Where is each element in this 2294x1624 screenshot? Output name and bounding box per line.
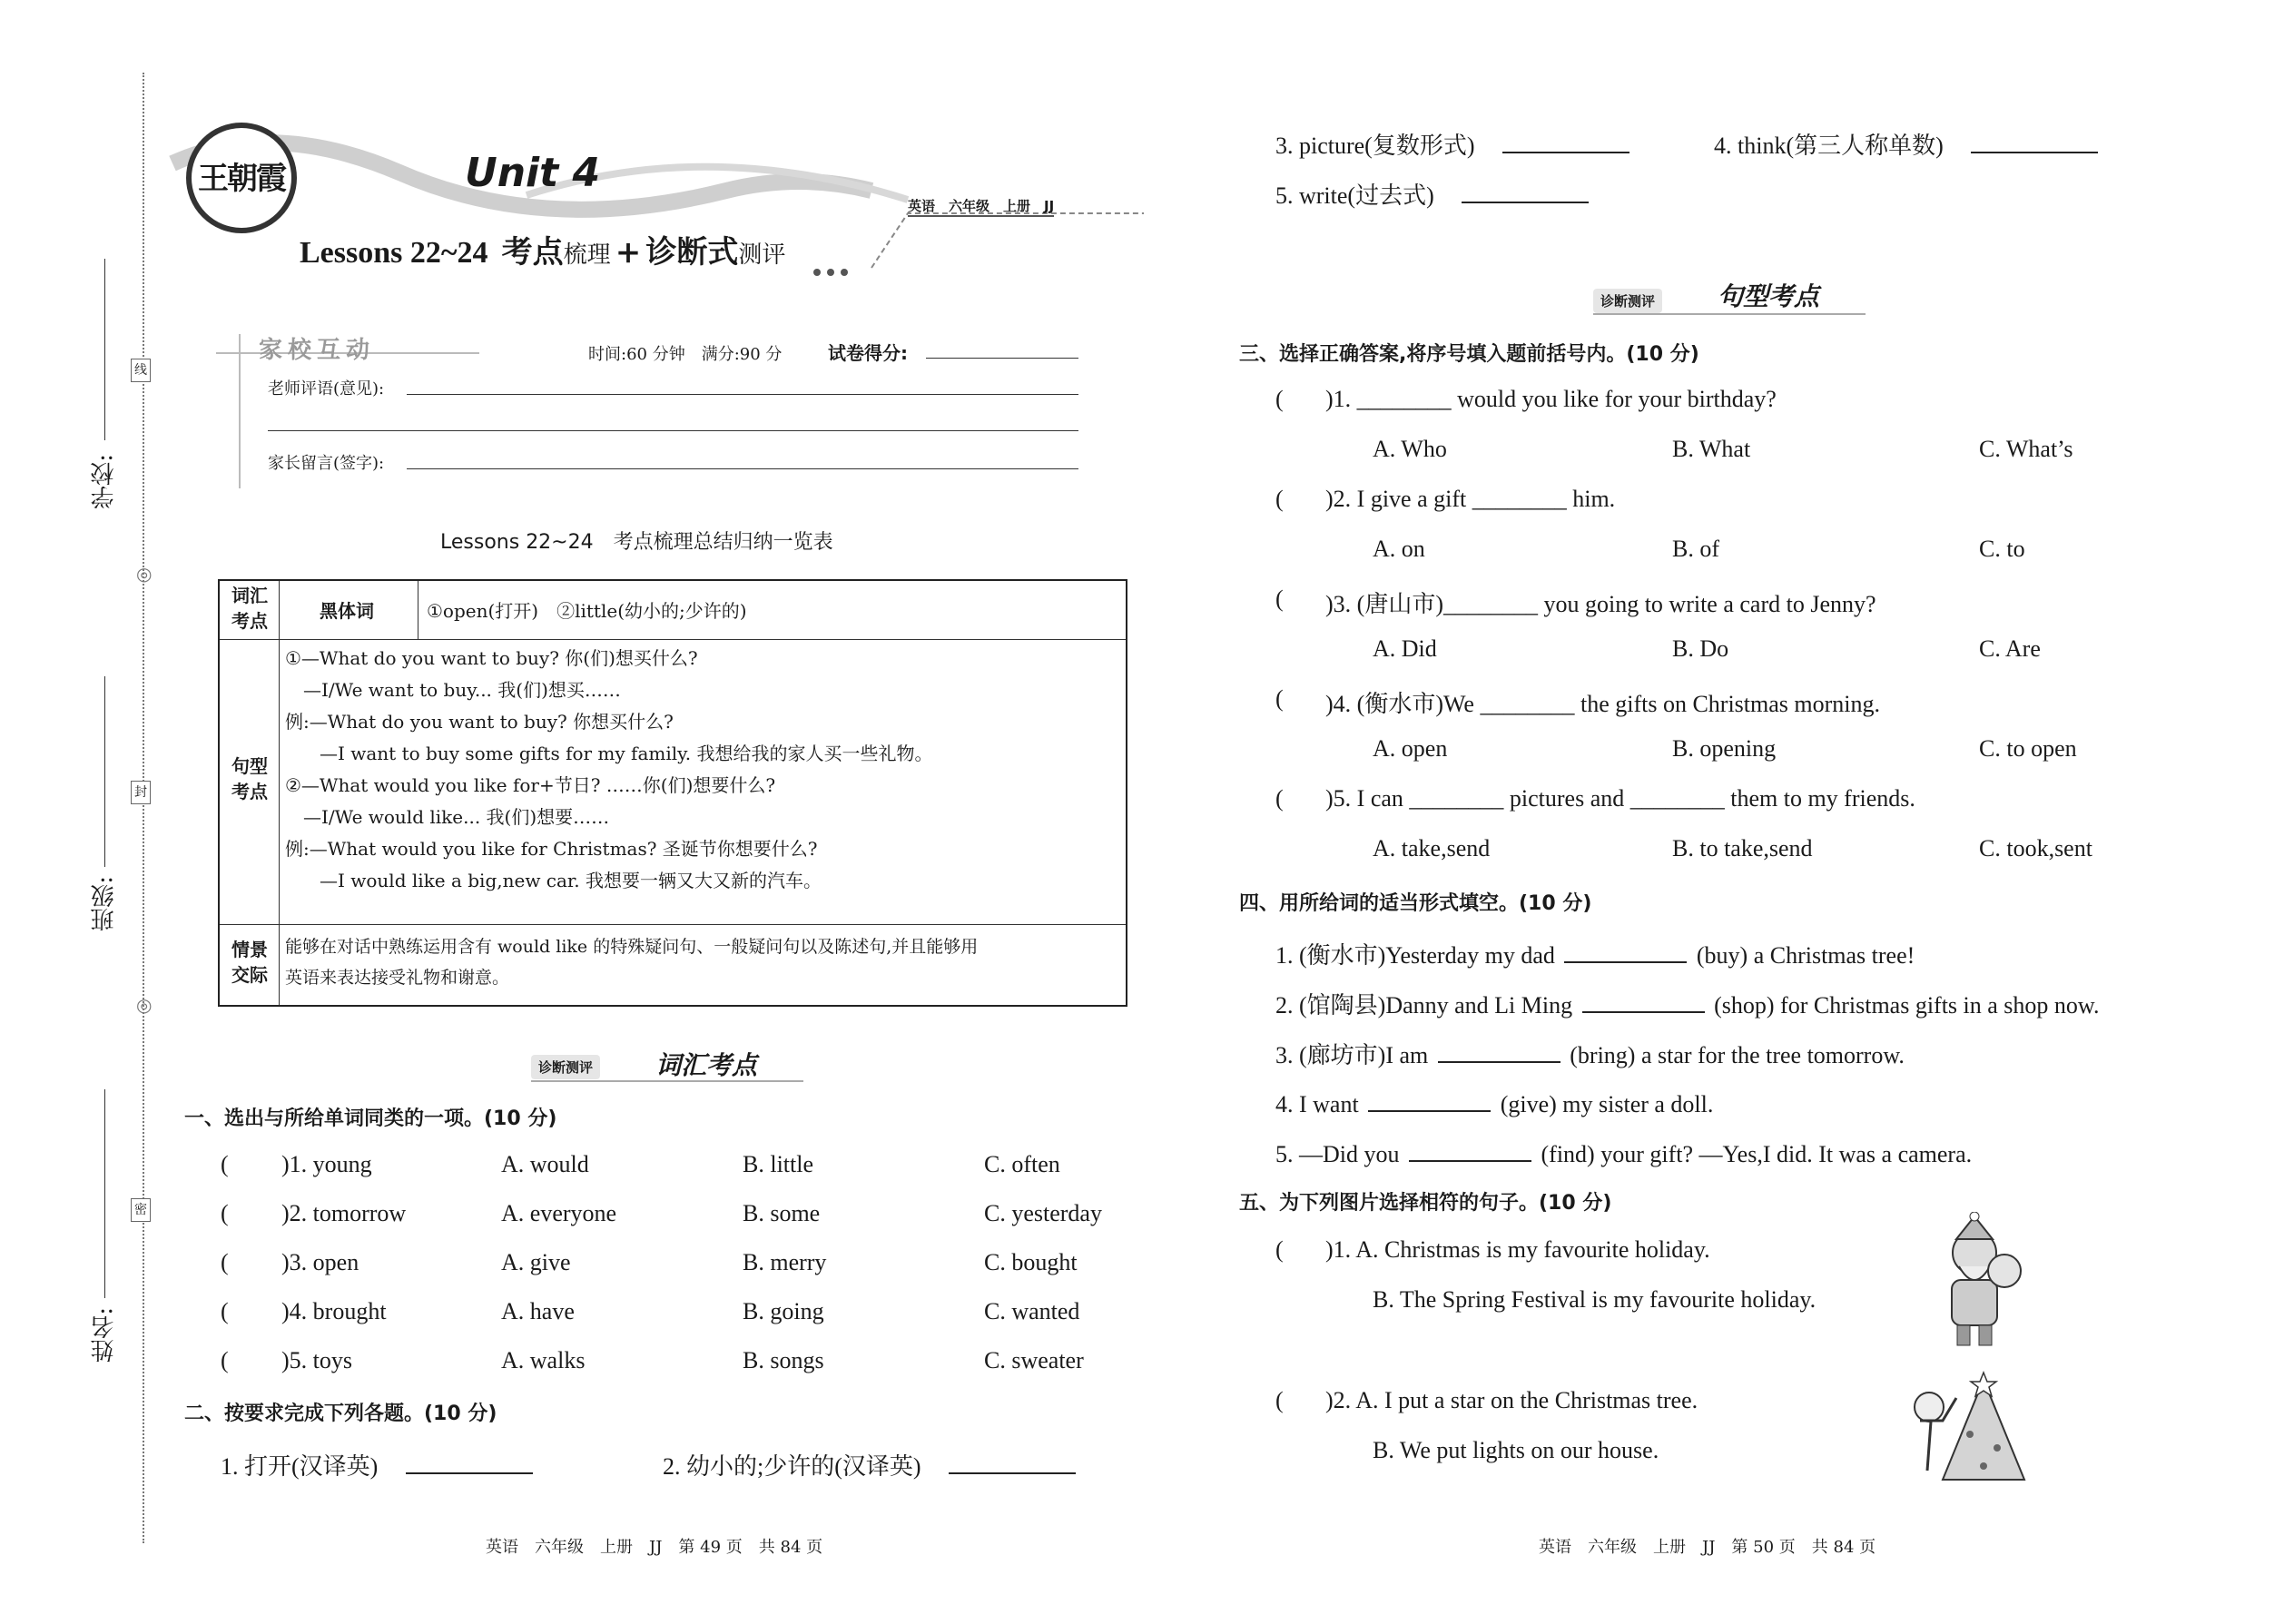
- part4-item-3-pre: 3. (廊坊市)I am: [1275, 1042, 1429, 1068]
- part4-item-5-post: (find) your gift? —Yes,I did. It was a camera.: [1541, 1141, 1973, 1167]
- exam-time: 时间:60 分钟 满分:90 分: [588, 345, 783, 364]
- seal-char-3: 密: [131, 1198, 151, 1222]
- part4-item-2: [1275, 987, 2100, 1020]
- part3-b-2: B. of: [1672, 536, 1719, 562]
- row1-sub: 黑体词: [320, 600, 374, 622]
- part2-item-3-text: 3. picture(复数形式): [1275, 133, 1475, 159]
- part3-b-5: B. to take,send: [1672, 835, 1813, 861]
- part4-answer-2[interactable]: [1582, 988, 1705, 1013]
- footer-left: 英语 六年级 上册 JJ 第 49 页 共 84 页: [486, 1538, 823, 1557]
- part3-c-1: C. What’s: [1979, 436, 2073, 462]
- row3-line-2: 英语来表达接受礼物和谢意。: [285, 968, 510, 988]
- part1-a-2: A. everyone: [501, 1200, 617, 1226]
- part2-answer-2[interactable]: [949, 1449, 1076, 1474]
- christmas-tree-picture: [1902, 1371, 2038, 1489]
- part2-item-2-text: 2. 幼小的;少许的(汉译英): [663, 1453, 921, 1480]
- book-tag: 英语 六年级 上册 JJ: [908, 196, 1054, 217]
- teacher-comment-label: 老师评语(意见):: [268, 379, 385, 399]
- row2-line-4: —I want to buy some gifts for my family. 我想给我的家人买一些礼物。: [320, 743, 933, 764]
- santa-picture: [1925, 1212, 2024, 1348]
- part3-paren-2[interactable]: (: [1275, 486, 1284, 512]
- part3-c-3: C. Are: [1979, 635, 2041, 662]
- part3-a-2: A. on: [1373, 536, 1425, 562]
- part1-q-2: )2. tomorrow: [281, 1200, 407, 1226]
- score-field[interactable]: [926, 358, 1078, 359]
- part2-answer-3[interactable]: [1502, 128, 1629, 153]
- part4-title: 四、用所给词的适当形式填空。(10 分): [1239, 892, 1592, 915]
- part1-c-4: C. wanted: [984, 1298, 1080, 1324]
- part3-c-5: C. took,sent: [1979, 835, 2092, 861]
- row1-content: ①open(打开) ②little(幼小的;少许的): [427, 600, 747, 622]
- part3-q-1: )1. ________ would you like for your birthday?: [1325, 386, 1777, 412]
- title-zhenduanshi: 诊断式: [645, 234, 739, 271]
- row2-head: 句型考点: [231, 755, 268, 802]
- part1-paren-2[interactable]: (: [221, 1200, 229, 1226]
- title-kaodian: 考点: [501, 234, 564, 271]
- footer-right: 英语 六年级 上册 JJ 第 50 页 共 84 页: [1539, 1538, 1876, 1557]
- title-lessons: Lessons 22~24: [300, 236, 488, 270]
- part5-b-2: B. We put lights on our house.: [1373, 1437, 1659, 1463]
- part4-item-2-pre: 2. (馆陶县)Danny and Li Ming: [1275, 992, 1573, 1019]
- part1-b-1: B. little: [743, 1151, 813, 1177]
- parent-comment-label: 家长留言(签字):: [268, 454, 385, 473]
- part1-q-5: )5. toys: [281, 1347, 352, 1373]
- part2-item-5-text: 5. write(过去式): [1275, 182, 1434, 209]
- part2-item-2: [663, 1448, 1076, 1481]
- part4-answer-4[interactable]: [1368, 1087, 1491, 1112]
- row2-line-8: —I would like a big,new car. 我想要一辆又大又新的汽车。: [320, 870, 822, 891]
- part2-answer-4[interactable]: [1971, 128, 2098, 153]
- vocab-title-underline: [531, 1080, 803, 1082]
- part4-item-1-pre: 1. (衡水市)Yesterday my dad: [1275, 942, 1555, 969]
- row2-line-3: 例:—What do you want to buy? 你想买什么?: [285, 711, 674, 733]
- part3-paren-5[interactable]: (: [1275, 785, 1284, 812]
- sentence-title-underline: [1593, 313, 1866, 315]
- home-school-label: 家校互动: [259, 337, 376, 364]
- title-plus: +: [615, 234, 642, 271]
- part2-item-1-text: 1. 打开(汉译英): [221, 1453, 379, 1480]
- part1-b-3: B. merry: [743, 1249, 827, 1275]
- sentence-tag: 诊断测评: [1593, 289, 1662, 313]
- part5-paren-2[interactable]: (: [1275, 1387, 1284, 1413]
- vocab-title: 词汇考点: [655, 1050, 758, 1080]
- part2-answer-5[interactable]: [1462, 178, 1589, 203]
- class-field[interactable]: [104, 676, 105, 867]
- part1-paren-3[interactable]: (: [221, 1249, 229, 1275]
- part1-c-3: C. bought: [984, 1249, 1078, 1275]
- unit-title: Unit 4: [465, 150, 601, 196]
- part1-q-3: )3. open: [281, 1249, 359, 1275]
- part1-c-2: C. yesterday: [984, 1200, 1102, 1226]
- part3-paren-1[interactable]: (: [1275, 386, 1284, 412]
- part2-item-3: [1275, 127, 1629, 161]
- row3-head: 情景交际: [231, 939, 268, 986]
- part3-c-4: C. to open: [1979, 735, 2077, 762]
- row2-line-6: —I/We would like... 我(们)想要……: [303, 806, 610, 828]
- sentence-title: 句型考点: [1718, 281, 1820, 311]
- part1-q-4: )4. brought: [281, 1298, 387, 1324]
- school-label: 学校:: [91, 454, 118, 509]
- part3-q-2: )2. I give a gift ________ him.: [1325, 486, 1616, 512]
- part2-answer-1[interactable]: [406, 1449, 533, 1474]
- row3-line-1: 能够在对话中熟练运用含有 would like 的特殊疑问句、一般疑问句以及陈述句,并且能够用: [285, 937, 979, 957]
- brand-logo-text: 王朝霞: [198, 161, 285, 197]
- teacher-comment-field[interactable]: [407, 394, 1078, 395]
- name-label: 姓名:: [91, 1307, 118, 1363]
- summary-table: [218, 579, 1127, 1007]
- part1-a-1: A. would: [501, 1151, 589, 1177]
- brand-logo: [186, 123, 297, 233]
- part2-item-4-text: 4. think(第三人称单数): [1714, 133, 1944, 159]
- title-shuli: 梳理: [563, 241, 611, 269]
- page-title: [300, 227, 785, 271]
- row1-head: 词汇考点: [231, 585, 268, 632]
- part4-item-4-post: (give) my sister a doll.: [1500, 1091, 1714, 1117]
- part4-item-5-pre: 5. —Did you: [1275, 1141, 1400, 1167]
- part5-b-1: B. The Spring Festival is my favourite holiday.: [1373, 1286, 1816, 1313]
- part3-a-4: A. open: [1373, 735, 1448, 762]
- part1-paren-5[interactable]: (: [221, 1347, 229, 1373]
- vocab-tag: 诊断测评: [531, 1055, 600, 1079]
- name-field[interactable]: [104, 1089, 105, 1298]
- part4-answer-5[interactable]: [1409, 1137, 1531, 1162]
- part5-a-1: )1. A. Christmas is my favourite holiday.: [1325, 1236, 1710, 1263]
- part4-item-2-post: (shop) for Christmas gifts in a shop now.: [1714, 992, 2100, 1019]
- part2-item-1: [221, 1448, 533, 1481]
- class-label: 班级:: [91, 876, 118, 931]
- summary-title: Lessons 22~24 考点梳理总结归纳一览表: [440, 531, 833, 554]
- part3-a-1: A. Who: [1373, 436, 1447, 462]
- row2-line-5: ②—What would you like for+节日? ……你(们)想要什么?: [285, 774, 776, 796]
- part4-item-3-post: (bring) a star for the tree tomorrow.: [1570, 1042, 1905, 1068]
- row2-line-1: ①—What do you want to buy? 你(们)想买什么?: [285, 647, 698, 669]
- part1-a-5: A. walks: [501, 1347, 586, 1373]
- seal-char-1: 线: [131, 359, 151, 382]
- part5-title: 五、为下列图片选择相符的句子。(10 分): [1239, 1192, 1612, 1215]
- part4-item-4-pre: 4. I want: [1275, 1091, 1359, 1117]
- part1-q-1: )1. young: [281, 1151, 372, 1177]
- row2-line-7: 例:—What would you like for Christmas? 圣诞节你想要什么?: [285, 838, 818, 860]
- part4-item-4: [1275, 1087, 1713, 1118]
- part4-answer-3[interactable]: [1438, 1038, 1561, 1063]
- part3-paren-4[interactable]: (: [1275, 685, 1284, 712]
- row2-line-2: —I/We want to buy... 我(们)想买……: [303, 679, 621, 701]
- part1-b-2: B. some: [743, 1200, 821, 1226]
- part3-paren-3[interactable]: (: [1275, 586, 1284, 612]
- part1-a-4: A. have: [501, 1298, 575, 1324]
- part2-title: 二、按要求完成下列各题。(10 分): [184, 1403, 497, 1425]
- part2-item-4: [1714, 127, 2098, 161]
- seal-char-2: 封: [131, 781, 151, 804]
- part1-b-4: B. going: [743, 1298, 824, 1324]
- part3-q-3: )3. (唐山市)________ you going to write a card to Jenny?: [1325, 591, 1876, 617]
- part4-item-1-post: (buy) a Christmas tree!: [1696, 942, 1915, 969]
- part4-item-3: [1275, 1037, 1905, 1070]
- part4-item-5: [1275, 1137, 1972, 1168]
- part5-a-2: )2. A. I put a star on the Christmas tree.: [1325, 1387, 1698, 1413]
- part3-a-3: A. Did: [1373, 635, 1437, 662]
- teacher-comment-field-2[interactable]: [268, 430, 1078, 431]
- part1-title: 一、选出与所给单词同类的一项。(10 分): [184, 1107, 557, 1130]
- part2-item-5: [1275, 177, 1589, 211]
- part3-b-1: B. What: [1672, 436, 1751, 462]
- part5-paren-1[interactable]: (: [1275, 1236, 1284, 1263]
- title-cepng: 测评: [738, 241, 786, 269]
- part3-a-5: A. take,send: [1373, 835, 1491, 861]
- part3-q-4: )4. (衡水市)We ________ the gifts on Christmas morning.: [1325, 691, 1881, 717]
- part1-a-3: A. give: [501, 1249, 571, 1275]
- part1-c-1: C. often: [984, 1151, 1060, 1177]
- binding-circle-1: ◎: [136, 563, 153, 585]
- part3-q-5: )5. I can ________ pictures and ________ them to my friends.: [1325, 785, 1915, 812]
- parent-comment-field[interactable]: [407, 468, 1078, 469]
- part4-item-1: [1275, 937, 1915, 970]
- school-field[interactable]: [104, 259, 105, 440]
- part4-answer-1[interactable]: [1564, 938, 1687, 963]
- binding-dotted-line: [143, 73, 144, 1543]
- part1-b-5: B. songs: [743, 1347, 824, 1373]
- part1-paren-4[interactable]: (: [221, 1298, 229, 1324]
- binding-circle-2: ◎: [136, 994, 153, 1016]
- score-label: 试卷得分:: [828, 342, 908, 364]
- part3-title: 三、选择正确答案,将序号填入题前括号内。(10 分): [1239, 343, 1699, 366]
- part3-b-3: B. Do: [1672, 635, 1729, 662]
- part1-paren-1[interactable]: (: [221, 1151, 229, 1177]
- part3-c-2: C. to: [1979, 536, 2025, 562]
- part1-c-5: C. sweater: [984, 1347, 1084, 1373]
- part3-b-4: B. opening: [1672, 735, 1777, 762]
